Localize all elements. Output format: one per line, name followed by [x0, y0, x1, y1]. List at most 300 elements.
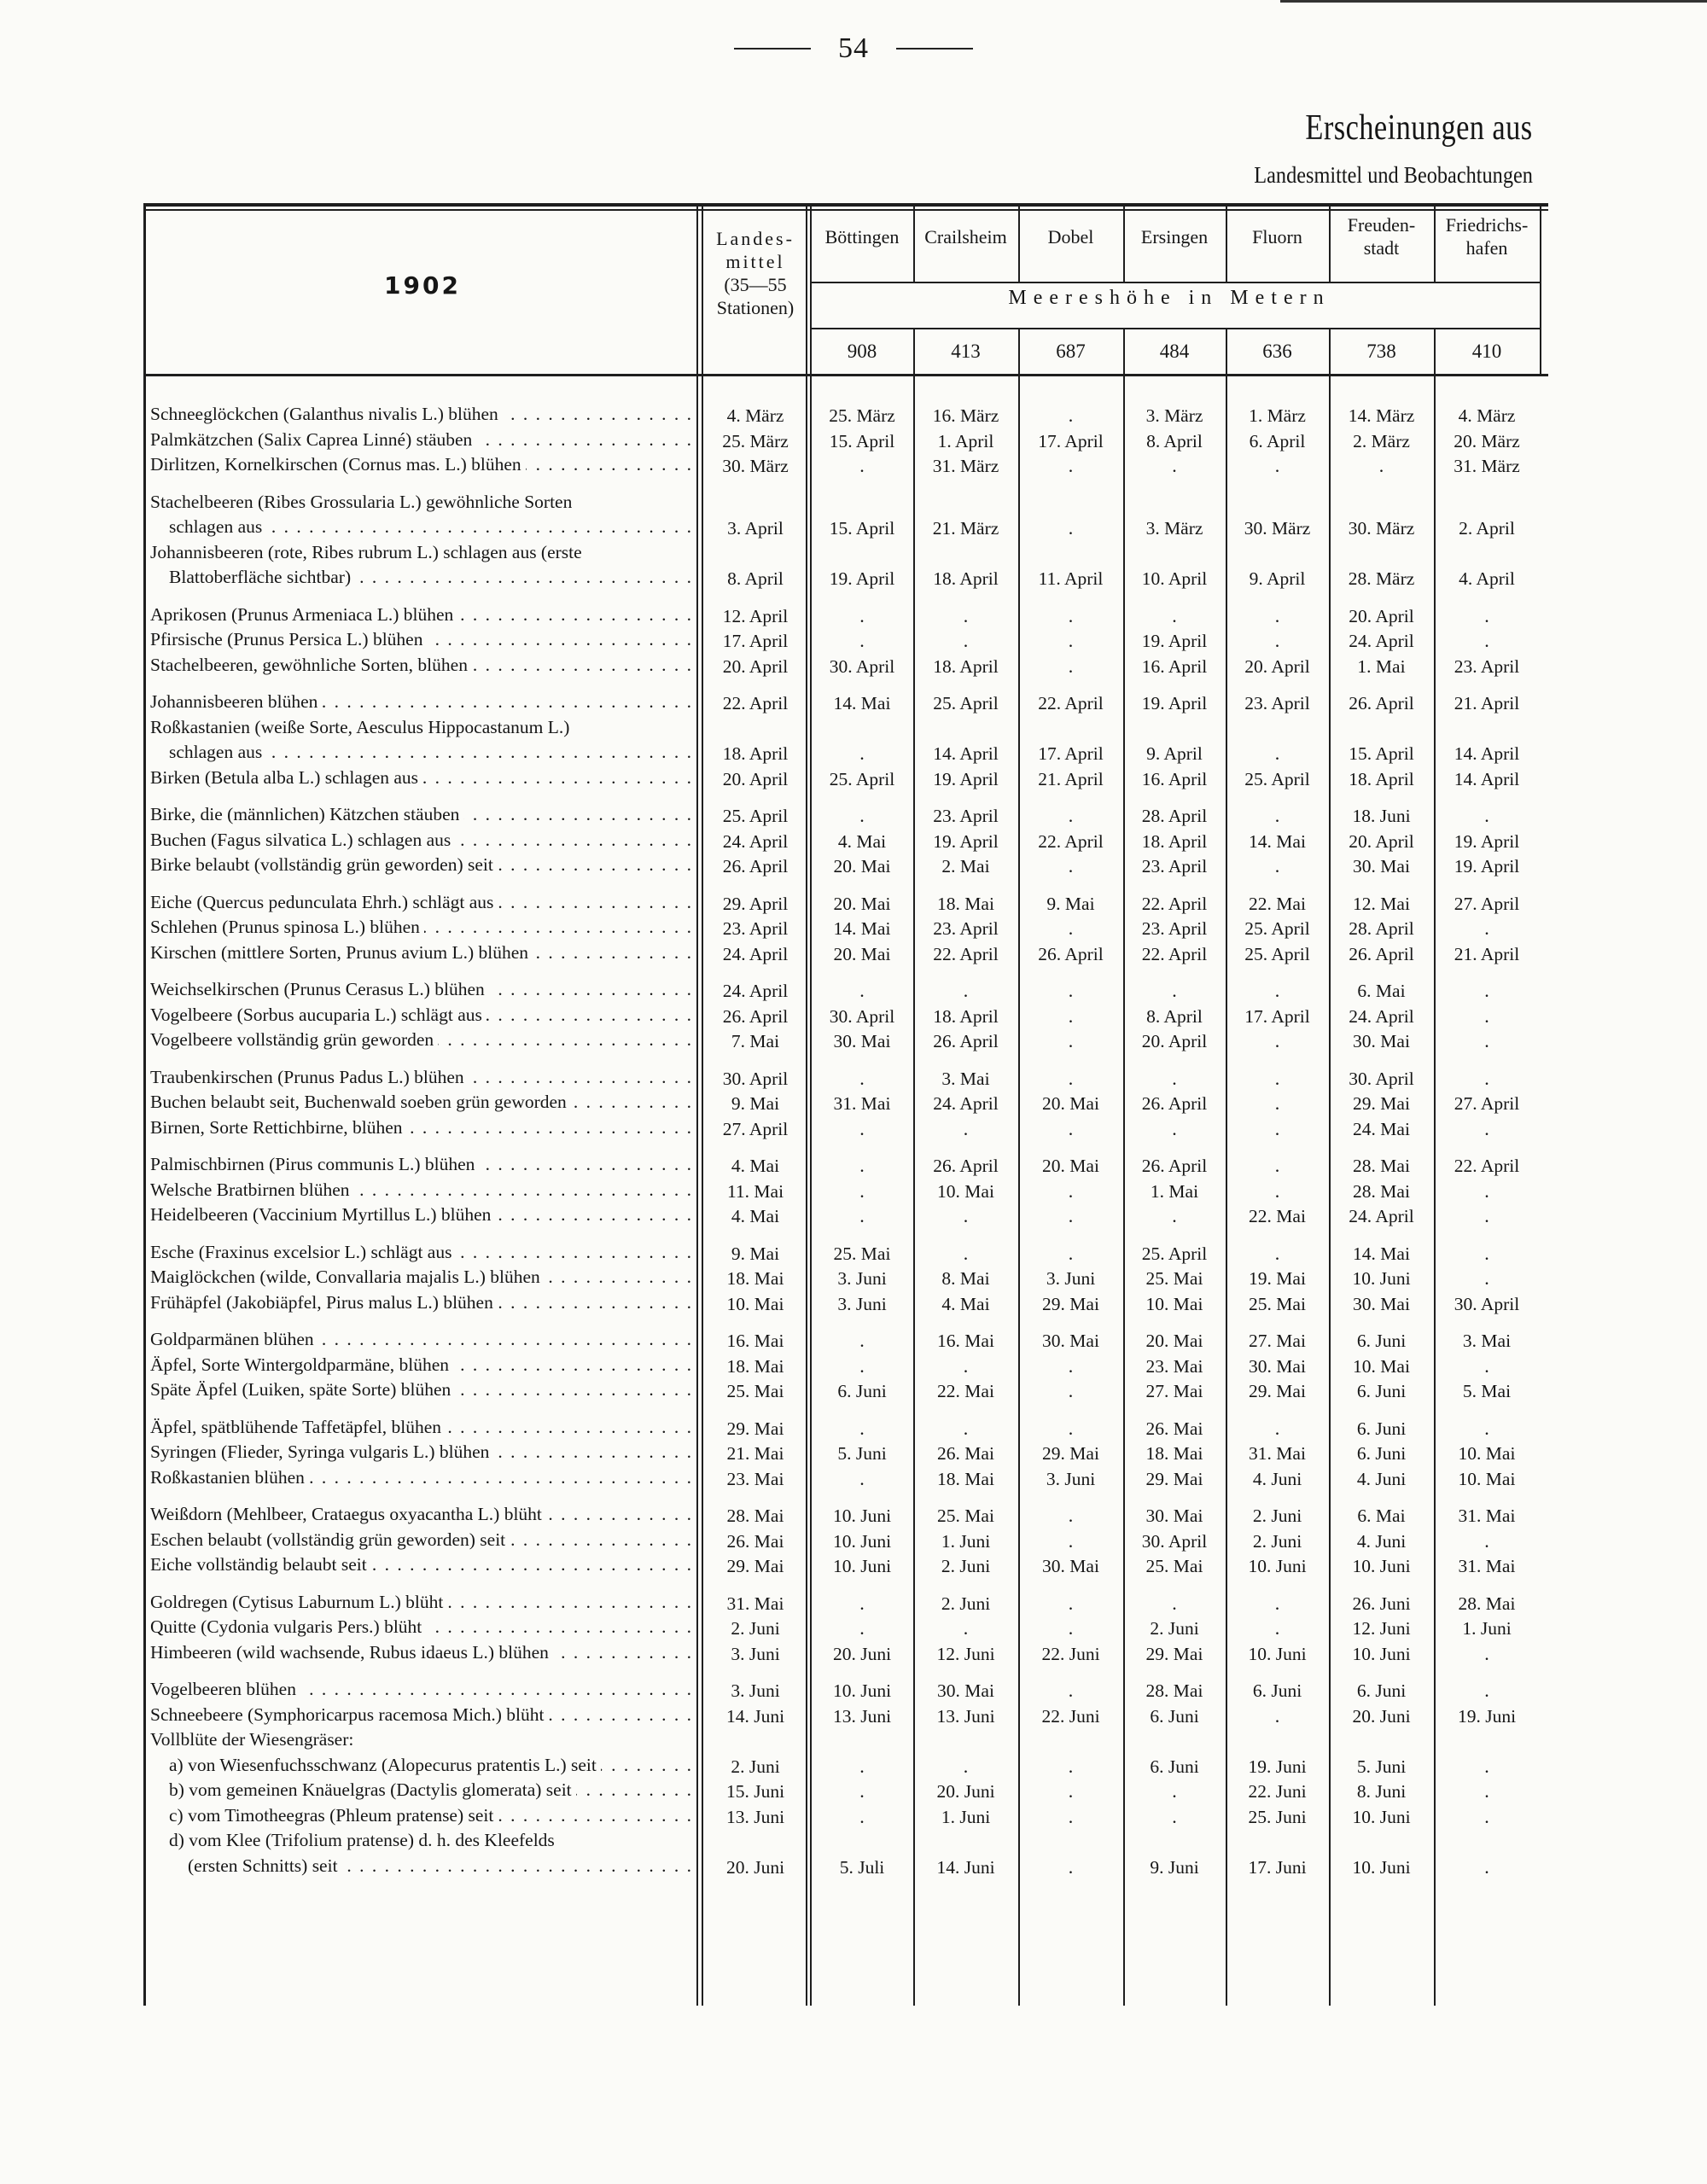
station-value: 10. Juni: [832, 1530, 892, 1552]
station-value: .: [1484, 1805, 1489, 1827]
station-value: .: [1484, 1117, 1489, 1139]
station-value: .: [1068, 1380, 1074, 1401]
row-label-text: Roßkastanien (weiße Sorte, Aesculus Hippocastanum L.): [150, 717, 574, 737]
station-value: 18. April: [1141, 830, 1208, 852]
station-value: 6. Juni: [1356, 1443, 1407, 1464]
row-label-text: c) vom Timotheegras (Phleum pratense) seit: [169, 1805, 498, 1826]
station-value: 23. April: [1141, 856, 1208, 877]
station-value: .: [1484, 1855, 1489, 1878]
station-value: 25. April: [829, 768, 895, 789]
row-label: [150, 1379, 693, 1400]
station-value: 18. April: [933, 655, 999, 677]
station-value: 16. April: [1141, 655, 1208, 677]
row-label-text: Buchen (Fagus silvatica L.) schlagen aus: [150, 830, 455, 850]
station-value: 26. April: [1349, 693, 1414, 713]
station-value: 19. Juni: [1457, 1705, 1517, 1727]
station-value: .: [1068, 517, 1074, 539]
row-label-text: schlagen aus: [169, 516, 266, 537]
station-value: 28. Mai: [1353, 1156, 1410, 1176]
header-station-height: 908: [847, 341, 877, 362]
station-value: .: [1274, 1117, 1280, 1139]
station-value: 25. April: [1244, 943, 1310, 964]
station-value: .: [1068, 604, 1074, 626]
station-value: .: [859, 455, 865, 476]
station-value: .: [859, 1117, 865, 1139]
left-table-border: [143, 203, 146, 2006]
station-value: 20. April: [1349, 830, 1414, 852]
page-title: Erscheinungen aus: [1305, 108, 1533, 148]
station-value: 2. Juni: [1252, 1506, 1302, 1526]
station-value: 20. Juni: [936, 1781, 995, 1802]
station-value: .: [859, 1330, 865, 1351]
station-value: 22. April: [1038, 830, 1104, 852]
station-value: .: [1274, 1704, 1280, 1727]
station-value: .: [1274, 1092, 1280, 1114]
station-value: 9. April: [1249, 568, 1306, 589]
station-value: 13. Juni: [936, 1705, 995, 1727]
row-label: [150, 1029, 693, 1050]
row-label: [150, 1729, 693, 1750]
station-value: 8. April: [1146, 430, 1203, 451]
station-value: .: [963, 1755, 969, 1777]
station-value: 25. April: [1244, 918, 1310, 939]
station-value: 9. Mai: [1046, 893, 1095, 914]
landesmittel-value: 16. Mai: [726, 1331, 784, 1351]
label-column-border-2: [702, 203, 703, 2006]
landesmittel-value: 4. März: [726, 405, 784, 426]
row-label: [169, 1755, 693, 1775]
station-value: 18. Juni: [1352, 806, 1411, 826]
header-station-name-line: Friedrichs-: [1445, 214, 1529, 236]
landesmittel-value: 24. April: [722, 943, 789, 964]
station-value: .: [1172, 1067, 1177, 1089]
station-value: .: [963, 1354, 969, 1377]
station-value: 10. Juni: [1248, 1643, 1307, 1664]
station-value: .: [1068, 655, 1074, 677]
station-value: .: [1068, 1805, 1074, 1827]
station-value: 19. Mai: [1249, 1268, 1306, 1289]
row-label: [150, 655, 693, 675]
station-value: 25. Juni: [1248, 1806, 1307, 1827]
station-value: 5. Mai: [1462, 1381, 1512, 1401]
station-value: .: [859, 1067, 865, 1089]
row-label: [150, 1204, 693, 1225]
row-label: [150, 691, 693, 712]
landesmittel-value: 29. Mai: [726, 1556, 784, 1576]
row-label-text: Goldparmänen blühen: [150, 1329, 318, 1349]
row-label-text: Schneebeere (Symphoricarpus racemosa Mich.) blüht: [150, 1704, 549, 1725]
station-value: 31. März: [1454, 456, 1520, 476]
station-value: 1. März: [1249, 405, 1306, 426]
row-label: [150, 1154, 693, 1174]
station-value: 22. Mai: [937, 1381, 994, 1401]
station-value: 2. Mai: [941, 856, 990, 877]
station-value: .: [1274, 1155, 1280, 1176]
station-value: .: [859, 1805, 865, 1827]
row-label: [150, 917, 693, 937]
station-value: .: [1274, 1617, 1280, 1639]
station-value: 3. März: [1145, 405, 1203, 426]
station-value: 21. April: [1454, 693, 1520, 713]
landesmittel-value: 3. Juni: [731, 1643, 780, 1664]
row-label: [169, 1805, 693, 1826]
station-value: 1. Juni: [941, 1530, 991, 1552]
row-label: [150, 942, 693, 963]
row-label-text: Goldregen (Cytisus Laburnum L.) blüht: [150, 1592, 447, 1612]
row-label: [150, 830, 693, 850]
header-station-name-line: stadt: [1363, 237, 1400, 259]
station-value: 14. April: [933, 743, 999, 764]
station-value: 21. April: [1454, 943, 1520, 964]
row-label-text: Roßkastanien blühen: [150, 1467, 309, 1488]
table-top-rule-2: [143, 209, 1548, 211]
row-label-text: Heidelbeeren (Vaccinium Myrtillus L.) blühen: [150, 1204, 495, 1225]
header-station-height: 636: [1262, 341, 1292, 362]
landesmittel-value: 13. Juni: [725, 1806, 785, 1827]
header-station-height: 738: [1366, 341, 1396, 362]
row-label: [169, 742, 693, 762]
landesmittel-value: 4. Mai: [731, 1206, 780, 1226]
landesmittel-value: 18. April: [722, 743, 789, 764]
station-value: 22. Juni: [1041, 1643, 1100, 1664]
station-value: .: [1068, 1205, 1074, 1226]
station-value: .: [1378, 455, 1384, 476]
station-value: 29. Mai: [1353, 1093, 1410, 1114]
row-label: [150, 1267, 693, 1287]
row-label: [150, 1005, 693, 1025]
row-label: [150, 1179, 693, 1200]
station-value: 26. Juni: [1352, 1593, 1411, 1614]
station-value: 22. April: [1454, 1156, 1520, 1176]
row-label-text: Eschen belaubt (vollständig grün geworden) seit: [150, 1529, 510, 1550]
row-label: [169, 1779, 693, 1800]
station-value: 19. April: [933, 768, 999, 789]
row-label: [150, 542, 693, 562]
station-value: .: [1068, 1354, 1074, 1377]
landesmittel-value: 10. Mai: [726, 1293, 784, 1314]
station-value: 26. Mai: [1145, 1418, 1203, 1439]
station-value: .: [1484, 1267, 1489, 1289]
station-value: .: [963, 1617, 969, 1639]
station-value: 25. Mai: [1249, 1293, 1306, 1314]
station-value: 31. Mai: [1458, 1506, 1516, 1526]
row-label-text: Pfirsische (Prunus Persica L.) blühen: [150, 629, 427, 649]
station-value: 27. Mai: [1249, 1331, 1306, 1351]
header-landesmittel-line: Stationen): [716, 297, 795, 318]
row-label: [188, 1855, 693, 1876]
station-value: 14. März: [1348, 405, 1415, 426]
landesmittel-value: 21. Mai: [726, 1443, 784, 1464]
row-label-text: Birke, die (männlichen) Kätzchen stäuben: [150, 804, 463, 824]
station-value: 2. Juni: [941, 1593, 991, 1614]
row-label-text: a) von Wiesenfuchsschwanz (Alopecurus pratentis L.) seit: [169, 1755, 601, 1775]
station-value: 30. Mai: [1353, 1031, 1410, 1051]
table-year: 1902: [384, 271, 461, 300]
row-label-text: Palmkätzchen (Salix Caprea Linné) stäuben: [150, 429, 476, 450]
station-value: .: [1068, 1067, 1074, 1089]
station-value: 31. Mai: [1458, 1556, 1516, 1576]
station-value: .: [859, 743, 865, 764]
station-value: .: [859, 1179, 865, 1202]
station-value: .: [859, 805, 865, 826]
station-value: .: [1068, 1755, 1074, 1777]
station-value: 23. April: [1141, 918, 1208, 939]
header-station-name: [1123, 225, 1226, 248]
station-value: .: [859, 1155, 865, 1176]
header-bottom-rule: [143, 374, 1548, 376]
station-value: 15. April: [829, 430, 895, 451]
station-value: .: [963, 604, 969, 626]
station-value: 6. Juni: [837, 1381, 887, 1401]
row-label: [169, 567, 693, 587]
station-value: 10. Juni: [832, 1680, 892, 1701]
station-value: 15. April: [829, 518, 895, 539]
station-value: 18. Mai: [937, 893, 994, 914]
station-value: 2. März: [1353, 430, 1410, 451]
landesmittel-value: 9. Mai: [731, 1243, 780, 1264]
station-value: 31. März: [932, 456, 999, 476]
station-value: .: [1484, 980, 1489, 1001]
header-station-name-line: Ersingen: [1140, 226, 1209, 248]
station-value: .: [1274, 1417, 1280, 1439]
station-value: 25. April: [1141, 1243, 1208, 1264]
row-label-text: Birken (Betula alba L.) schlagen aus: [150, 767, 422, 788]
station-value: .: [1274, 855, 1280, 877]
row-label-text: Palmischbirnen (Pirus communis L.) blühen: [150, 1154, 479, 1174]
station-value: .: [1274, 1592, 1280, 1614]
row-label: [169, 516, 693, 537]
station-value: 25. Mai: [833, 1243, 891, 1264]
row-label: [150, 604, 693, 625]
station-value: 27. April: [1454, 1093, 1520, 1114]
station-value: .: [859, 1417, 865, 1439]
row-label: [150, 1354, 693, 1375]
row-label-text: Welsche Bratbirnen blühen: [150, 1179, 354, 1200]
row-label-text: Aprikosen (Prunus Armeniaca L.) blühen: [150, 604, 457, 625]
station-value: .: [859, 1780, 865, 1802]
station-value: 20. April: [1244, 655, 1310, 677]
landesmittel-value: 25. April: [722, 806, 789, 826]
station-value: 3. Juni: [1046, 1468, 1096, 1489]
station-value: 4. Juni: [1252, 1468, 1302, 1489]
station-value: 6. Mai: [1357, 981, 1406, 1001]
station-value: .: [1484, 1242, 1489, 1264]
station-value: 6. April: [1249, 430, 1306, 451]
station-value: .: [1484, 1179, 1489, 1202]
station-value: .: [859, 1467, 865, 1489]
station-value: 30. Mai: [1353, 1293, 1410, 1314]
header-landesmittel-line: Landes-: [716, 228, 795, 249]
station-value: .: [1068, 805, 1074, 826]
landesmittel-value: 18. Mai: [726, 1355, 784, 1377]
station-value: 8. April: [1146, 1005, 1203, 1027]
row-label-text: Traubenkirschen (Prunus Padus L.) blühen: [150, 1067, 469, 1087]
station-value: 10. Juni: [1352, 1268, 1411, 1289]
station-value: 22. April: [1141, 893, 1208, 914]
station-value: 25. Mai: [937, 1506, 994, 1526]
station-value: 5. Juni: [1356, 1756, 1407, 1777]
landesmittel-value: 14. Juni: [725, 1705, 785, 1727]
station-value: .: [1274, 604, 1280, 626]
station-value: 3. März: [1145, 518, 1203, 539]
station-value: 10. April: [1141, 568, 1208, 589]
station-value: 24. April: [1349, 1206, 1414, 1226]
row-label: [150, 1467, 693, 1488]
station-value: 1. Mai: [1150, 1180, 1199, 1202]
station-value: .: [963, 1242, 969, 1264]
station-value: 9. April: [1146, 743, 1203, 764]
station-value: 28. April: [1141, 806, 1208, 826]
landesmittel-value: 23. Mai: [726, 1468, 784, 1489]
station-value: .: [1172, 1805, 1177, 1827]
station-value: .: [1484, 1005, 1489, 1027]
station-value: 10. Mai: [937, 1180, 994, 1202]
station-value: 16. April: [1141, 768, 1208, 789]
station-value: .: [1484, 1067, 1489, 1089]
station-value: 6. Juni: [1356, 1381, 1407, 1401]
label-column-border: [696, 203, 698, 2006]
station-value: 20. April: [1349, 605, 1414, 626]
station-value: 28. Mai: [1458, 1593, 1516, 1614]
station-value: .: [1172, 980, 1177, 1001]
station-value: 23. April: [933, 806, 999, 826]
station-value: .: [963, 980, 969, 1001]
station-value: 26. April: [1038, 943, 1104, 964]
row-label-text: Syringen (Flieder, Syringa vulgaris L.) blühen: [150, 1441, 493, 1462]
row-label-text: (ersten Schnitts) seit: [188, 1855, 342, 1876]
station-value: 17. April: [1038, 743, 1104, 764]
landesmittel-value: 27. April: [722, 1118, 789, 1139]
station-value: 10. Juni: [1352, 1556, 1411, 1576]
row-label: [150, 804, 693, 824]
landesmittel-value: 3. Juni: [731, 1680, 780, 1701]
station-value: 10. Mai: [1353, 1355, 1410, 1377]
row-label: [150, 979, 693, 999]
station-value: 26. April: [1141, 1156, 1208, 1176]
station-value: 6. Mai: [1357, 1506, 1406, 1526]
row-label-text: b) vom gemeinen Knäuelgras (Dactylis glomerata) seit: [169, 1779, 576, 1800]
landesmittel-value: 15. Juni: [725, 1781, 785, 1802]
landesmittel-value: 11. Mai: [726, 1180, 784, 1202]
row-label-text: Buchen belaubt seit, Buchenwald soeben grün geworden: [150, 1092, 571, 1112]
row-label: [150, 892, 693, 912]
row-label-text: Schlehen (Prunus spinosa L.) blühen: [150, 917, 424, 937]
header-station-name-line: Böttingen: [824, 226, 900, 248]
altitude-bottom-rule: [811, 328, 1540, 329]
header-station-name-line: Freuden-: [1347, 214, 1416, 236]
station-value: 16. März: [932, 405, 999, 426]
station-value: 25. Mai: [1145, 1556, 1203, 1576]
station-value: .: [1484, 1417, 1489, 1439]
station-value: 30. April: [829, 655, 895, 677]
station-value: 10. Juni: [1352, 1643, 1411, 1664]
row-label-text: Dirlitzen, Kornelkirschen (Cornus mas. L.) blühen: [150, 454, 526, 475]
station-value: 12. Mai: [1353, 893, 1410, 914]
station-value: 14. Mai: [833, 693, 891, 713]
station-value: 4. Juni: [1356, 1530, 1407, 1552]
header-station-name-line: Dobel: [1047, 226, 1094, 248]
station-value: .: [859, 980, 865, 1001]
row-label-text: Stachelbeeren (Ribes Grossularia L.) gewöhnliche Sorten: [150, 492, 576, 512]
station-value: .: [1068, 1417, 1074, 1439]
station-value: 25. April: [1244, 768, 1310, 789]
row-label: [150, 1417, 693, 1437]
station-value: .: [859, 1617, 865, 1639]
station-value: 29. Mai: [1145, 1468, 1203, 1489]
station-value: 26. Mai: [937, 1443, 994, 1464]
station-value: 18. Mai: [1145, 1443, 1203, 1464]
row-label: [150, 1329, 693, 1349]
landesmittel-value: 7. Mai: [731, 1031, 780, 1051]
station-value: 26. April: [1349, 943, 1414, 964]
row-label: [150, 767, 693, 788]
station-value: 14. April: [1454, 743, 1520, 764]
station-value: 20. Mai: [833, 943, 891, 964]
station-value: 17. Juni: [1248, 1856, 1307, 1878]
station-value: 6. Juni: [1356, 1680, 1407, 1701]
row-label: [169, 1830, 693, 1850]
station-value: .: [963, 1117, 969, 1139]
landesmittel-value: 9. Mai: [731, 1093, 780, 1114]
station-value: 19. April: [1141, 693, 1208, 713]
station-value: 11. April: [1038, 568, 1104, 589]
row-label: [150, 1679, 693, 1699]
top-rule: [1280, 0, 1707, 3]
station-value: .: [1484, 1680, 1489, 1701]
landesmittel-value: 2. Juni: [731, 1756, 780, 1777]
station-value: 29. Mai: [1145, 1643, 1203, 1664]
station-value: 22. April: [1038, 693, 1104, 713]
station-value: 14. Mai: [1353, 1243, 1410, 1264]
station-value: .: [1274, 805, 1280, 826]
station-value: 19. April: [829, 568, 895, 589]
station-value: .: [1484, 1030, 1489, 1051]
altitude-caption: Meereshöhe in Metern: [1008, 287, 1331, 309]
station-value: 4. Juni: [1356, 1468, 1407, 1489]
landesmittel-value: 30. April: [722, 1068, 789, 1089]
station-value: 31. Mai: [1249, 1443, 1306, 1464]
header-station-name-line: hafen: [1465, 237, 1508, 259]
row-label-text: Frühäpfel (Jakobiäpfel, Pirus malus L.) blühen: [150, 1292, 498, 1313]
row-label: [150, 1092, 693, 1112]
header-landesmittel: [705, 227, 806, 319]
station-value: .: [1484, 805, 1489, 826]
station-value: 2. April: [1459, 518, 1515, 539]
station-value: .: [1068, 1592, 1074, 1614]
station-value: 30. März: [1348, 518, 1415, 539]
page-subtitle: Landesmittel und Beobachtungen: [1254, 162, 1533, 188]
station-value: 9. Juni: [1150, 1856, 1199, 1878]
row-label-text: Vogelbeeren blühen: [150, 1679, 300, 1699]
landesmittel-value: 3. April: [727, 518, 784, 539]
row-label: [150, 404, 693, 424]
landesmittel-value: 29. April: [722, 893, 789, 914]
station-value: 17. April: [1244, 1005, 1310, 1027]
station-value: 6. Juni: [1356, 1418, 1407, 1439]
header-station-name: [1434, 213, 1540, 259]
station-value: .: [859, 1205, 865, 1226]
header-station-height: 484: [1159, 341, 1190, 362]
station-value: .: [1068, 855, 1074, 877]
station-value: .: [1068, 1505, 1074, 1526]
station-value: .: [1274, 1030, 1280, 1051]
landesmittel-value: 20. April: [722, 768, 789, 789]
station-value: 29. Mai: [1042, 1443, 1099, 1464]
row-label-text: Maiglöckchen (wilde, Convallaria majalis L.) blühen: [150, 1267, 545, 1287]
station-value: 10. Juni: [1248, 1556, 1307, 1576]
landesmittel-value: 22. April: [722, 693, 789, 713]
landesmittel-value: 17. April: [722, 631, 789, 651]
